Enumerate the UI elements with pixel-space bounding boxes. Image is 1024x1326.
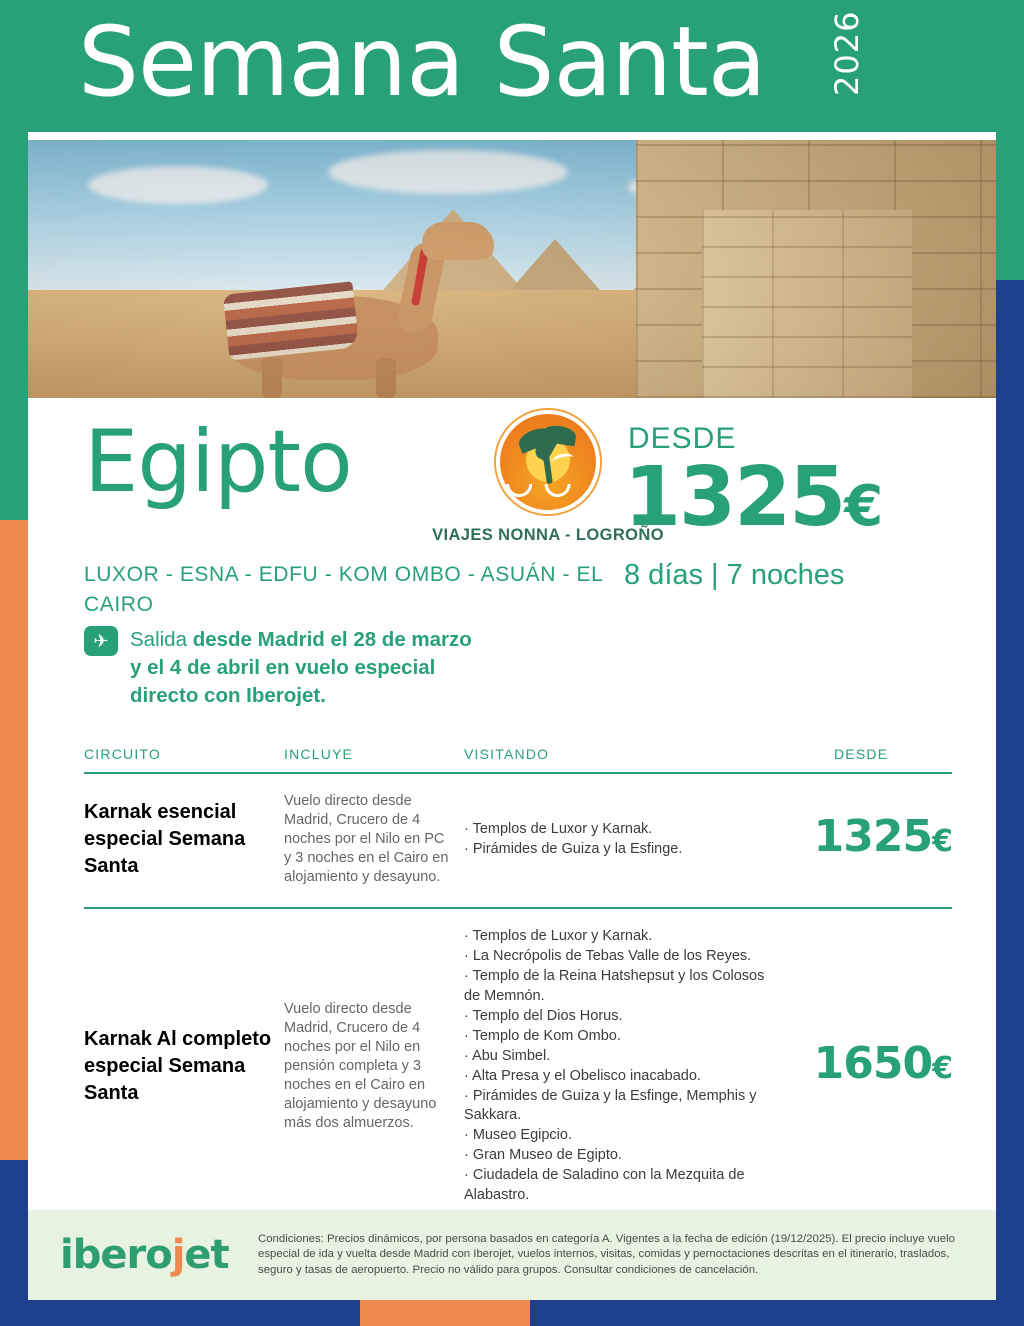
left-bar-green [0,0,28,520]
visiting-item: de Memnón. [464,988,545,1004]
package-includes: Vuelo directo desde Madrid, Crucero de 4 noches por el Nilo en pensión completa y 3 noches en el Cairo en alojamiento y desayuno más dos almuerzos. [284,1001,437,1131]
destination-title: Egipto [84,412,352,512]
table-row [84,774,952,909]
right-bar-blue [996,280,1024,1180]
departure-line3: directo con Iberojet. [130,684,326,707]
headline-price-value: 1325 [624,450,845,545]
package-name: Karnak esencial especial Semana Santa [84,801,246,877]
package-name: Karnak Al completo especial Semana Santa [84,1028,272,1104]
visiting-item: · Museo Egipcio. [464,1127,572,1143]
package-price [794,1040,952,1093]
visiting-item: · Ciudadela de Saladino con la Mezquita de [464,1167,745,1183]
packages-table [84,746,952,1228]
conditions-text: Condiciones: Precios dinámicos, por persona basados en categoría A. Vigentes a la fecha de edición (19/12/2025). El precio incluye vuelo especial de ida y vuelta desde Madrid con Iberojet, vuelos internos, visitas, comidas y pernoctaciones descritas en el itinerario, traslados, seguro y tasas de aeropuerto. Precio no válido para grupos. Consultar condiciones de cancelación. [258,1232,955,1276]
package-includes: Vuelo directo desde Madrid, Crucero de 4 noches por el Nilo en PC y 3 noches en el Cairo en alojamiento y desayuno. [284,793,449,885]
visiting-item: · Pirámides de Guiza y la Esfinge, Memphis y Sakkara. [464,1088,757,1123]
headline-price-block [624,422,954,592]
right-bar-green [996,0,1024,280]
visiting-list-0 [464,820,794,859]
plane-icon: ✈ [84,626,118,656]
visiting-list-1 [464,927,794,1205]
visiting-item: · Templo de la Reina Hatshepsut y los Colosos [464,968,765,984]
visiting-item: · Gran Museo de Egipto. [464,1147,622,1163]
table-header-desde: DESDE [834,746,889,762]
hero-image [28,140,996,398]
visiting-item: · Pirámides de Guiza y la Esfinge. [464,840,683,857]
package-price-currency: € [932,824,952,859]
right-color-bar [996,0,1024,1326]
agency-name: VIAJES NONNA - LOGROÑO [432,526,664,544]
visiting-item: · Alta Presa y el Obelisco inacabado. [464,1068,701,1084]
page-footer [28,1210,996,1300]
brand-accent: j [171,1232,185,1278]
agency-logo-icon [496,410,600,514]
trip-duration: 8 días | 7 noches [624,559,845,591]
page-title: Semana Santa [78,6,766,118]
package-visiting [464,820,794,860]
departure-info [84,626,644,710]
visiting-item: · Templos de Luxor y Karnak. [464,820,653,837]
header-year: 2026 [828,10,866,96]
package-price-currency: € [932,1051,952,1086]
departure-text [130,626,472,710]
departure-line2: y el 4 de abril en vuelo especial [130,656,436,679]
table-header-visitando: VISITANDO [464,746,550,762]
bottom-bar-blue-right [530,1300,1024,1326]
waves-icon [500,484,596,510]
bottom-bar-orange [360,1300,530,1326]
package-visiting [464,927,794,1206]
iberojet-logo [28,1232,258,1278]
route-line: LUXOR - ESNA - EDFU - KOM OMBO - ASUÁN - EL CAIRO [84,563,603,616]
left-color-bar [0,0,28,1326]
headline-price-currency: € [844,474,882,539]
package-price [794,813,952,866]
visiting-item: Alabastro. [464,1187,530,1203]
package-price-value: 1650 [813,1038,933,1089]
hero-overlay [28,140,996,398]
headline-desde-label: DESDE [628,422,737,455]
brand-part2: et [184,1232,229,1278]
visiting-item: · Templo del Dios Horus. [464,1008,623,1024]
departure-strong: desde Madrid el 28 de marzo [192,628,472,651]
offer-card [28,398,996,1210]
visiting-item: · La Necrópolis de Tebas Valle de los Reyes. [464,948,752,964]
table-row [84,909,952,1228]
table-header-incluye: INCLUYE [284,746,354,762]
page-header [0,0,1024,132]
package-price-value: 1325 [813,811,933,862]
departure-prefix: Salida [130,628,193,651]
headline-price [624,450,954,549]
table-header-row [84,746,952,774]
visiting-item: · Templos de Luxor y Karnak. [464,928,653,944]
visiting-item: · Abu Simbel. [464,1048,551,1064]
table-header-circuito: CIRCUITO [84,746,162,762]
brand-part1: ibero [60,1232,172,1278]
bottom-color-bar [0,1300,1024,1326]
visiting-item: · Templo de Kom Ombo. [464,1028,621,1044]
left-bar-orange [0,520,28,1160]
bottom-bar-blue-left [0,1300,360,1326]
